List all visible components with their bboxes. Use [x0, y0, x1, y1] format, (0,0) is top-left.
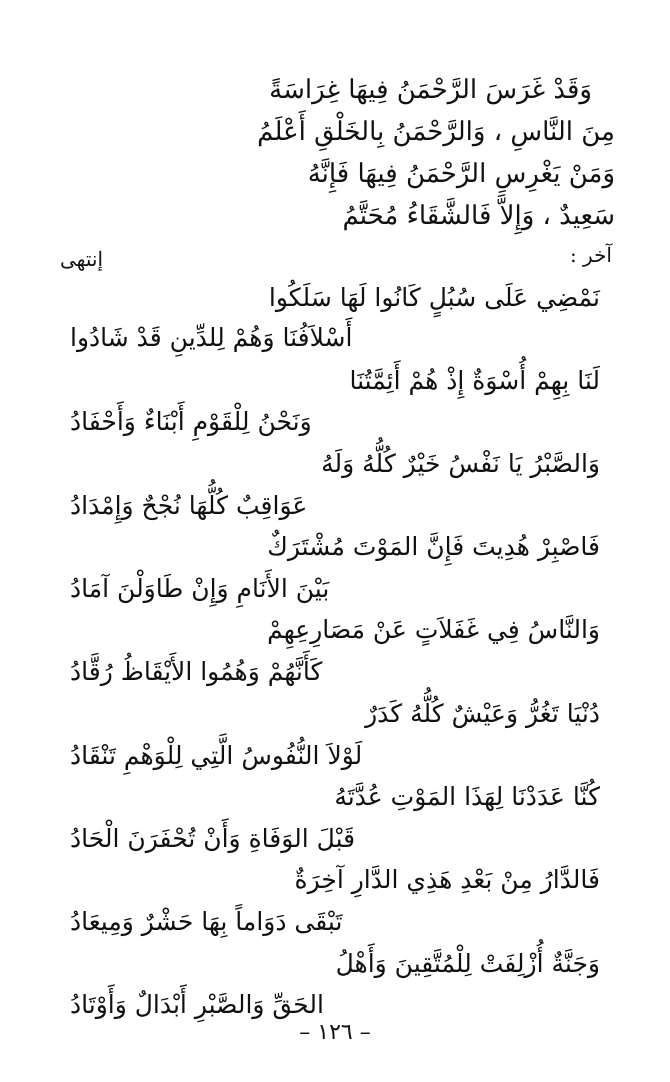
verse-line: كُنَّا عَدَدْنَا لِهَذَا المَوْتِ عُدَّتَهُ	[334, 782, 600, 811]
verse-line: أَسْلاَفُنَا وَهُمْ لِلدِّينِ قَدْ شَادُوا	[70, 323, 353, 352]
page-number: – ١٢٦ –	[299, 1020, 371, 1045]
verse-line: فَالدَّارُ مِنْ بَعْدِ هَذِي الدَّارِ آخِرَةٌ	[294, 865, 600, 894]
verse-line: وَالصَّبْرُ يَا نَفْسُ خَيْرٌ كُلُّهُ وَلَهُ	[321, 449, 600, 478]
verse-line: لَنَا بِهِمْ أُسْوَةٌ إِذْ هُمْ أَئِمَّتُنَا	[349, 366, 600, 395]
poem-line: سَعِيدٌ ، وَإِلاَّ فَالشَّقَاءُ مُحَتَّمُ	[342, 201, 615, 231]
verse-line: عَوَاقِبٌ كُلُّهَا نُجْحٌ وَإِمْدَادُ	[70, 491, 308, 520]
poem-line: مِنَ النَّاسِ ، وَالرَّحْمَنُ بِالخَلْقِ أَعْلَمُ	[257, 117, 615, 147]
verse-line: لَوْلاَ النُّفُوسُ الَّتِي لِلْوَهْمِ تَنْقَادُ	[70, 741, 363, 770]
verse-line: وَنَحْنُ لِلْقَوْمِ أَبْنَاءٌ وَأَحْفَادُ	[70, 407, 312, 436]
verse-line: قَبْلَ الوَفَاةِ وَأَنْ تُحْفَرَنَ الْحَادُ	[70, 824, 356, 853]
verse-line: دُنْيَا تَغُرُّ وَعَيْشٌ كُلُّهُ كَدَرٌ	[365, 699, 600, 728]
section-label: آخر :	[569, 243, 612, 267]
end-label: إنتهى	[60, 247, 104, 271]
verse-line: تَبْقَى دَوَاماً بِهَا حَشْرٌ وَمِيعَادُ	[70, 907, 343, 936]
verse-line: الحَقِّ وَالصَّبْرِ أَبْدَالٌ وَأَوْتَادُ	[70, 990, 324, 1019]
verse-line: كَأَنَّهُمْ وَهُمُوا الأَيْقَاظُ رُقَّادُ	[70, 657, 323, 686]
verse-line: نَمْضِي عَلَى سُبُلٍ كَانُوا لَهَا سَلَكُوا	[268, 283, 600, 312]
verse-line: بَيْنَ الأَنَامِ وَإِنْ طَاوَلْنَ آمَادُ	[70, 574, 330, 603]
poem-line: وَمَنْ يَغْرِسِ الرَّحْمَنُ فِيهَا فَإِنَّهُ	[307, 159, 615, 189]
verse-line: وَالنَّاسُ فِي غَفَلاَتٍ عَنْ مَصَارِعِهِمْ	[267, 615, 600, 644]
verse-line: وَجَنَّةٌ أُزْلِفَتْ لِلْمُتَّقِينَ وَأَهْلُ	[335, 949, 600, 978]
verse-line: فَاصْبِرْ هُدِيتَ فَإِنَّ المَوْتَ مُشْتَرَكٌ	[267, 532, 600, 561]
poem-line: وَقَدْ غَرَسَ الرَّحْمَنُ فِيهَا غِرَاسَةً	[269, 75, 592, 105]
